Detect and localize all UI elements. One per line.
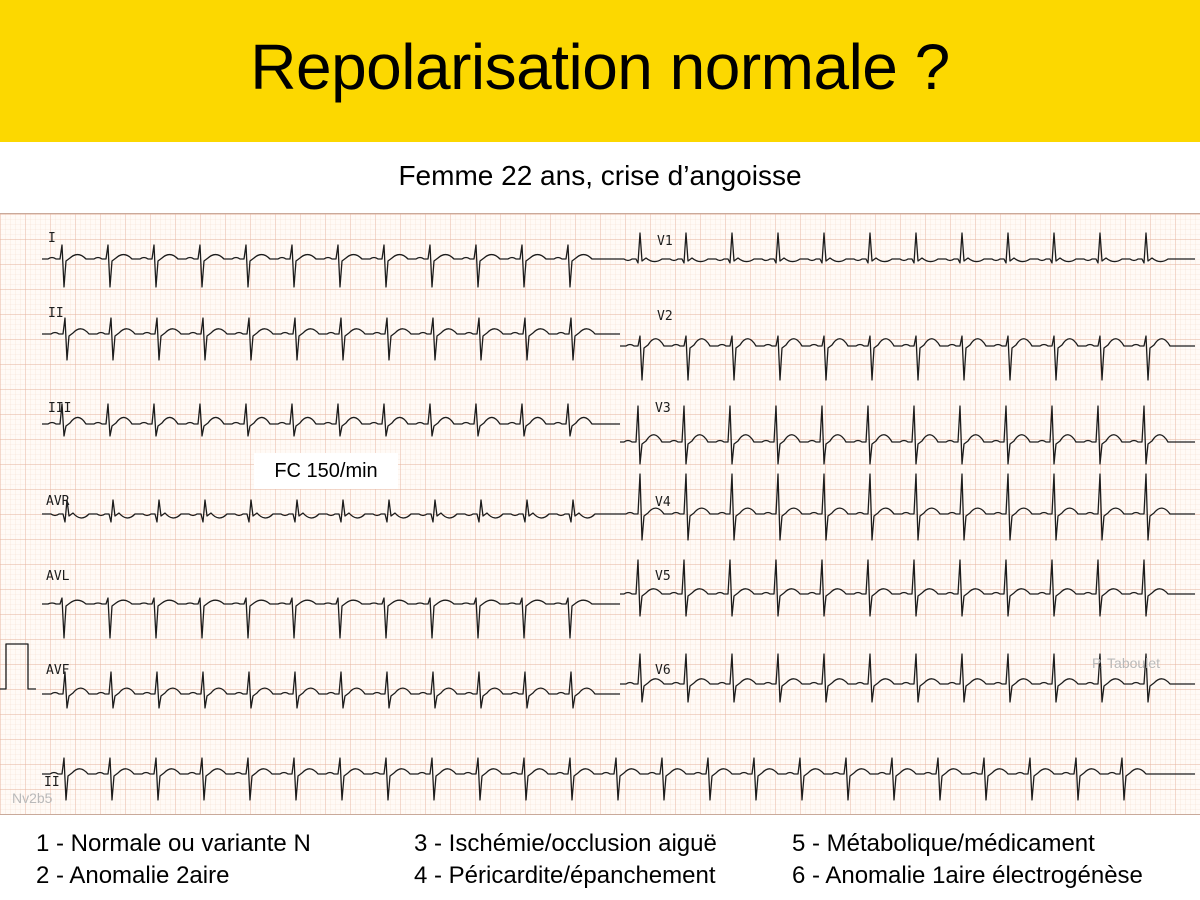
option-1[interactable]: 1 - Normale ou variante N <box>36 830 311 857</box>
lead-label: V3 <box>655 401 671 416</box>
lead-label: V5 <box>655 569 671 584</box>
lead-label: II <box>48 306 64 321</box>
code-watermark: Nv2b5 <box>12 790 53 806</box>
title-banner <box>0 0 1200 142</box>
lead-label: III <box>48 401 72 416</box>
lead-label: V2 <box>657 309 673 324</box>
lead-label: AVL <box>46 569 70 584</box>
option-3[interactable]: 3 - Ischémie/occlusion aiguë <box>414 830 717 857</box>
heart-rate-label: FC 150/min <box>254 453 398 489</box>
option-6[interactable]: 6 - Anomalie 1aire électrogénèse <box>792 862 1143 889</box>
lead-label: I <box>48 231 56 246</box>
lead-label: AVF <box>46 663 70 678</box>
lead-label: II <box>44 775 60 790</box>
option-4[interactable]: 4 - Péricardite/épanchement <box>414 862 716 889</box>
lead-label: V4 <box>655 495 671 510</box>
ecg-tracing <box>0 213 1200 815</box>
lead-label: V6 <box>655 663 671 678</box>
patient-subtitle: Femme 22 ans, crise d’angoisse <box>398 160 802 191</box>
author-watermark: P. Taboulet <box>1092 655 1160 671</box>
lead-label: V1 <box>657 234 673 249</box>
option-2[interactable]: 2 - Anomalie 2aire <box>36 862 230 889</box>
option-5[interactable]: 5 - Métabolique/médicament <box>792 830 1095 857</box>
lead-label: AVR <box>46 494 70 509</box>
slide-title: Repolarisation normale ? <box>250 31 950 103</box>
answer-options <box>0 828 1200 900</box>
